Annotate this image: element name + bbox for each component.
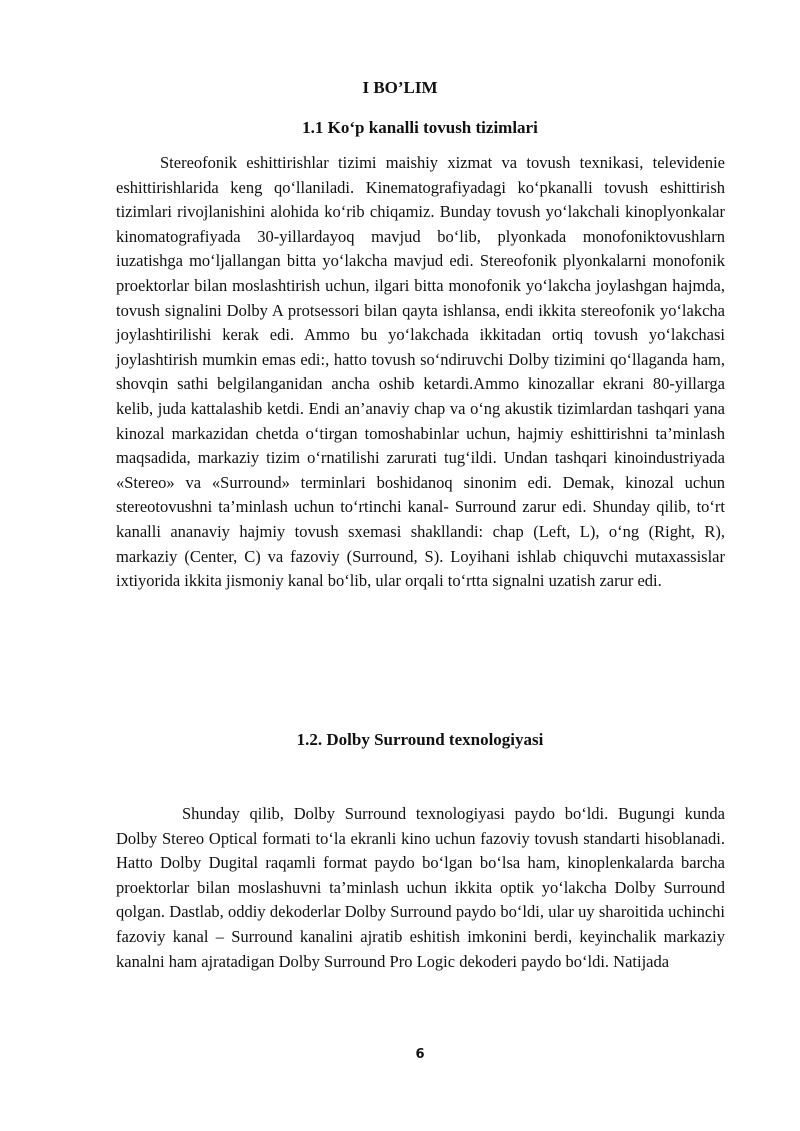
part-title: I BO’LIM bbox=[362, 78, 438, 97]
section-title: 1.1 Ko‘p kanalli tovush tizimlari bbox=[302, 118, 538, 137]
page-number: 6 bbox=[415, 1047, 425, 1062]
body-paragraph: Shunday qilib, Dolby Surround texnologiyasi paydo bo‘ldi. Bugungi kunda Dolby Stereo Optical formati to‘la ekranli kino uchun fazoviy tovush standarti hisoblanadi. Hatto Dolby Dugital raqamli format paydo bo‘lgan bo‘lsa ham, kinoplenkalarda barcha proektorlar bilan moslashuvni ta’minlash uchun ikkita optik yo‘lakcha Dolby Surround qolgan. Dastlab, oddiy dekoderlar Dolby Surround paydo bo‘ldi, ular uy sharoitida uchinchi fazoviy kanal – Surround kanalini ajratib eshitish imkonini berdi, keyinchalik markaziy kanalni ham ajratadigan Dolby Surround Pro Logic dekoderi paydo bo‘ldi. Natijada bbox=[116, 804, 725, 971]
section-title: 1.2. Dolby Surround texnologiyasi bbox=[296, 730, 544, 749]
body-paragraph: Stereofonik eshittirishlar tizimi maishiy xizmat va tovush texnikasi, televidenie eshittirishlarida keng qo‘llaniladi. Kinematografiyadagi ko‘pkanalli tovush eshittirish tizimlari rivojlanishini alohida ko‘rib chiqamiz. Bunday tovush yo‘lakchali kinoplyonkalar kinomatografiyada 30-yillardayoq mavjud bo‘lib, plyonkada monofoniktovushlarn iuzatishga mo‘ljallangan bitta yo‘lakcha mavjud edi. Stereofonik plyonkalarni monofonik proektorlar bilan moslashtirish uchun, ilgari bitta monofonik yo‘lakcha joylashgan hajmda, tovush signalini Dolby A protsessori bilan qayta ishlansa, endi ikkita stereofonik yo‘lakcha joylashtirilishi kerak edi. Ammo bu yo‘lakchada ikkitadan ortiq tovush yo‘lakchasi joylashtirish mumkin emas edi:, hatto tovush so‘ndiruvchi Dolby tizimini qo‘llaganda ham, shovqin sathi belgilanganidan ancha oshib ketardi.Ammo kinozallar ekrani 80-yillarga kelib, juda kattalashib ketdi. Endi an’anaviy chap va o‘ng akustik tizimlardan tashqari yana kinozal markazidan chetda o‘tirgan tomoshabinlar uchun, hajmiy eshittirishni ta’minlash maqsadida, markaziy tizim o‘rnatilishi zarurati tug‘ildi. Undan tashqari kinoindustriyada «Stereo» va «Surround» terminlari boshidanoq sinonim edi. Demak, kinozal uchun stereotovushni ta’minlash uchun to‘rtinchi kanal- Surround zarur edi. Shunday qilib, to‘rt kanalli ananaviy hajmiy tovush sxemasi shakllandi: chap (Left, L), o‘ng (Right, R), markaziy (Center, C) va fazoviy (Surround, S). Loyihani ishlab chiquvchi mutaxassislar ixtiyorida ikkita jismoniy kanal bo‘lib, ular orqali to‘rtta signalni uzatish zarur edi. bbox=[116, 153, 725, 591]
